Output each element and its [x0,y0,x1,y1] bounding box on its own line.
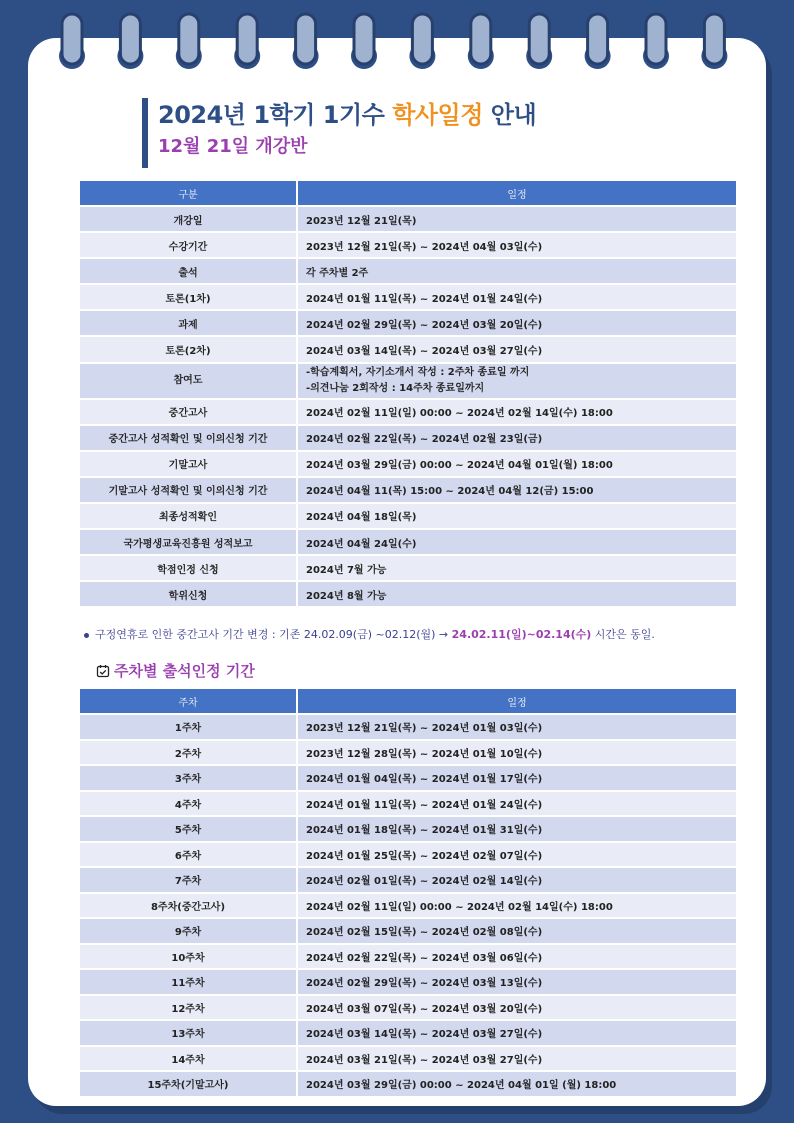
table-row [80,1072,736,1096]
row-value: 2024년 8월 가능 [298,582,736,606]
table-row [80,582,736,606]
row-category: 11주차 [80,970,296,994]
row-category: 개강일 [80,207,296,231]
spiral-binding [0,0,794,80]
table-row [80,259,736,283]
table-row [80,894,736,918]
row-category: 9주차 [80,919,296,943]
table-row [80,741,736,765]
table-row [80,311,736,335]
table-row [80,452,736,476]
row-value [298,364,736,398]
binding-ring [234,14,260,69]
table-row [80,945,736,969]
row-value: 2024년 02월 11일(일) 00:00 ~ 2024년 02월 14일(수) 18:00 [298,894,736,918]
header-category: 구분 [80,181,296,205]
page-title [158,98,536,132]
row-value: 2023년 12월 21일(목) ~ 2024년 04월 03일(수) [298,233,736,257]
row-category: 4주차 [80,792,296,816]
schedule-header-row [80,181,736,205]
schedule-body [80,207,736,606]
table-row [80,766,736,790]
title-suffix: 안내 [482,101,537,129]
row-category: 7주차 [80,868,296,892]
row-value: 2024년 04월 11(목) 15:00 ~ 2024년 04월 12(금) 15:00 [298,478,736,502]
row-value: 2024년 04월 24일(수) [298,530,736,554]
header-schedule: 일정 [298,181,736,205]
table-row [80,207,736,231]
weekly-body [80,715,736,1096]
row-category: 14주차 [80,1047,296,1071]
row-category: 8주차(중간고사) [80,894,296,918]
row-category: 토론(1차) [80,285,296,309]
row-category: 2주차 [80,741,296,765]
row-value: 2024년 03월 21일(목) ~ 2024년 03월 27일(수) [298,1047,736,1071]
row-category: 12주차 [80,996,296,1020]
row-value: 2024년 01월 04일(목) ~ 2024년 01월 17일(수) [298,766,736,790]
note-text: 구정연휴로 인한 중간고사 기간 변경 : 기존 24.02.09(금) ~02.12(월) → [95,628,452,641]
table-row [80,478,736,502]
table-row [80,868,736,892]
row-value: 2024년 02월 29일(목) ~ 2024년 03월 13일(수) [298,970,736,994]
page-subtitle: 12월 21일 개강반 [158,136,308,157]
row-value: 2024년 03월 29일(금) 00:00 ~ 2024년 04월 01일(월) 18:00 [298,452,736,476]
row-category: 과제 [80,311,296,335]
row-category: 13주차 [80,1021,296,1045]
binding-ring [585,14,611,69]
row-category: 출석 [80,259,296,283]
table-row [80,285,736,309]
row-value-line: -학습계획서, 자기소개서 작성 : 2주차 종료일 까지 [306,366,530,378]
table-row [80,715,736,739]
table-row [80,426,736,450]
row-category: 학위신청 [80,582,296,606]
row-value: 2024년 02월 01일(목) ~ 2024년 02월 14일(수) [298,868,736,892]
row-value: 2024년 02월 22일(목) ~ 2024년 02월 23일(금) [298,426,736,450]
row-category: 기말고사 [80,452,296,476]
header-period: 일정 [298,689,736,713]
schedule-table [78,179,738,608]
table-row [80,504,736,528]
row-category: 토론(2차) [80,337,296,361]
schedule-note [84,626,655,642]
binding-ring [293,14,319,69]
row-value: 2024년 03월 14일(목) ~ 2024년 03월 27일(수) [298,1021,736,1045]
row-value: 2023년 12월 28일(목) ~ 2024년 01월 10일(수) [298,741,736,765]
table-row [80,817,736,841]
table-row [80,400,736,424]
table-row [80,843,736,867]
row-value-line: -의견나눔 2회작성 : 14주차 종료일까지 [306,382,485,394]
row-category: 중간고사 성적확인 및 이의신청 기간 [80,426,296,450]
note-highlight: 24.02.11(일)~02.14(수) [451,628,592,641]
binding-ring [701,14,727,69]
table-row [80,337,736,361]
row-category: 3주차 [80,766,296,790]
binding-ring [117,14,143,69]
row-category: 15주차(기말고사) [80,1072,296,1096]
header-week: 주차 [80,689,296,713]
table-row [80,233,736,257]
weekly-title-text: 주차별 출석인정 기간 [114,662,255,680]
note-suffix: 시간은 동일. [591,628,655,641]
binding-ring [176,14,202,69]
row-value: 2024년 01월 11일(목) ~ 2024년 01월 24일(수) [298,285,736,309]
title-highlight: 학사일정 [392,101,483,129]
row-category: 중간고사 [80,400,296,424]
weekly-header-row [80,689,736,713]
calendar-check-icon [96,664,110,678]
row-category: 국가평생교육진흥원 성적보고 [80,530,296,554]
row-category: 1주차 [80,715,296,739]
row-category: 6주차 [80,843,296,867]
table-row [80,792,736,816]
binding-ring [526,14,552,69]
table-row [80,1021,736,1045]
table-row [80,530,736,554]
bullet-icon [84,633,89,638]
row-category: 수강기간 [80,233,296,257]
row-category: 10주차 [80,945,296,969]
row-value: 2024년 03월 14일(목) ~ 2024년 03월 27일(수) [298,337,736,361]
row-value: 2024년 03월 07일(목) ~ 2024년 03월 20일(수) [298,996,736,1020]
row-value: 2024년 7월 가능 [298,556,736,580]
weekly-section-title [96,660,255,681]
row-value: 2023년 12월 21일(목) ~ 2024년 01월 03일(수) [298,715,736,739]
row-value: 2024년 04월 18일(목) [298,504,736,528]
row-category: 5주차 [80,817,296,841]
row-value: 2024년 02월 29일(목) ~ 2024년 03월 20일(수) [298,311,736,335]
table-row [80,364,736,398]
row-value: 2024년 01월 18일(목) ~ 2024년 01월 31일(수) [298,817,736,841]
table-row [80,556,736,580]
title-prefix: 2024년 1학기 1기수 [158,101,393,129]
table-row [80,1047,736,1071]
row-value: 2023년 12월 21일(목) [298,207,736,231]
binding-ring [59,14,85,69]
row-category: 학점인정 신청 [80,556,296,580]
binding-ring [643,14,669,69]
binding-ring [468,14,494,69]
binding-ring [351,14,377,69]
row-category: 기말고사 성적확인 및 이의신청 기간 [80,478,296,502]
row-value: 2024년 02월 15일(목) ~ 2024년 02월 08일(수) [298,919,736,943]
row-value: 각 주차별 2주 [298,259,736,283]
table-row [80,970,736,994]
row-value: 2024년 01월 25일(목) ~ 2024년 02월 07일(수) [298,843,736,867]
row-category: 참여도 [80,364,296,398]
table-row [80,996,736,1020]
row-value: 2024년 02월 22일(목) ~ 2024년 03월 06일(수) [298,945,736,969]
row-category: 최종성적확인 [80,504,296,528]
row-value: 2024년 02월 11일(일) 00:00 ~ 2024년 02월 14일(수) 18:00 [298,400,736,424]
binding-ring [409,14,435,69]
weekly-table [78,687,738,1098]
row-value: 2024년 01월 11일(목) ~ 2024년 01월 24일(수) [298,792,736,816]
title-block [142,98,536,168]
table-row [80,919,736,943]
row-value: 2024년 03월 29일(금) 00:00 ~ 2024년 04월 01일 (월) 18:00 [298,1072,736,1096]
